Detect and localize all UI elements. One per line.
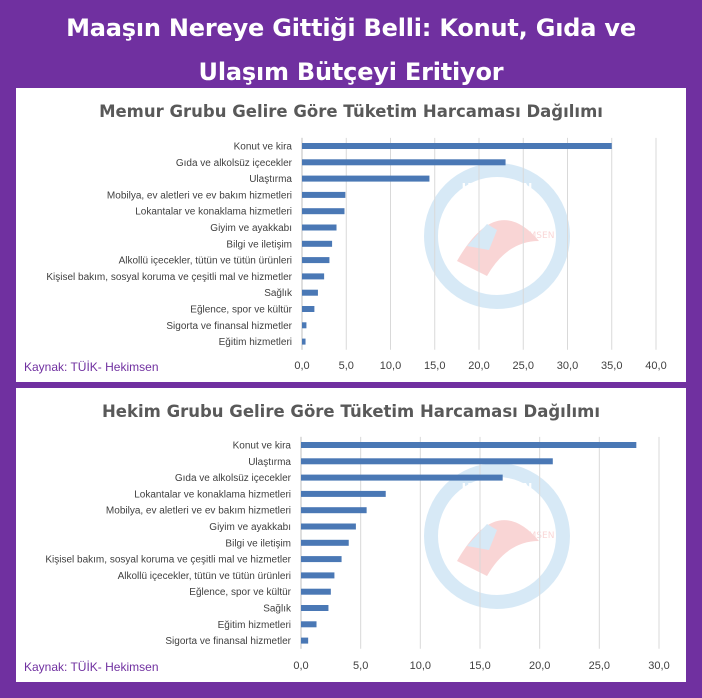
bar <box>301 540 349 546</box>
x-tick-label: 15,0 <box>469 660 491 672</box>
bar <box>301 589 331 595</box>
category-label: Konut ve kira <box>232 440 291 452</box>
x-tick-label: 25,0 <box>588 660 611 672</box>
watermark-crescent <box>457 520 539 576</box>
chart-title: Hekim Grubu Gelire Göre Tüketim Harcaması Dağılımı <box>102 402 600 421</box>
category-label: Sigorta ve finansal hizmetler <box>165 636 291 648</box>
category-label: Eğlence, spor ve kültür <box>190 304 292 316</box>
category-label: Lokantalar ve konaklama hizmetleri <box>134 489 291 501</box>
category-label: Gıda ve alkolsüz içecekler <box>175 157 292 169</box>
x-tick-label: 10,0 <box>379 360 402 372</box>
chart-hekim <box>16 388 686 682</box>
bar <box>302 306 314 312</box>
chart-memur <box>16 88 686 382</box>
bar <box>301 605 328 611</box>
x-tick-label: 0,0 <box>294 360 310 372</box>
bar <box>302 192 345 198</box>
watermark-year: 2019 <box>485 587 509 597</box>
watermark-crescent <box>457 220 539 276</box>
x-tick-label: 5,0 <box>338 360 354 372</box>
headline <box>0 6 702 94</box>
bar <box>302 225 337 231</box>
bar <box>301 638 308 644</box>
bar <box>301 507 367 513</box>
category-label: Konut ve kira <box>233 141 292 153</box>
x-tick-label: 35,0 <box>601 360 623 372</box>
category-label: Mobilya, ev aletleri ve ev bakım hizmetleri <box>105 505 291 517</box>
category-label: Mobilya, ev aletleri ve ev bakım hizmetleri <box>106 190 292 202</box>
bar <box>302 339 306 345</box>
source-note: Kaynak: TÜİK- Hekimsen <box>24 360 159 374</box>
bar <box>302 290 318 296</box>
bar <box>302 143 612 149</box>
category-label: Ulaştırma <box>249 174 292 186</box>
bar <box>301 442 636 448</box>
bar <box>301 621 317 627</box>
watermark-top-text: HEKİMSEN <box>461 481 533 495</box>
x-tick-label: 0,0 <box>293 660 309 672</box>
category-label: Bilgi ve iletişim <box>225 538 291 550</box>
bar <box>302 241 332 247</box>
watermark-logo <box>431 470 563 602</box>
category-label: Giyim ve ayakkabı <box>209 522 291 533</box>
x-tick-label: 40,0 <box>645 360 667 372</box>
watermark-mid-text: HEKİMSEN <box>507 531 555 541</box>
x-tick-label: 30,0 <box>648 660 670 672</box>
watermark-logo <box>431 170 563 302</box>
bar <box>301 524 356 530</box>
x-tick-label: 20,0 <box>468 360 490 372</box>
category-label: Eğitim hizmetleri <box>217 619 291 631</box>
category-label: Kişisel bakım, sosyal koruma ve çeşitli mal ve hizmetler <box>46 271 292 283</box>
category-label: Eğitim hizmetleri <box>218 337 292 349</box>
bar <box>302 208 344 214</box>
watermark-top-text: HEKİMSEN <box>461 181 533 195</box>
category-label: Gıda ve alkolsüz içecekler <box>174 473 291 485</box>
chart-title: Memur Grubu Gelire Göre Tüketim Harcaması Dağılımı <box>99 102 603 121</box>
x-tick-label: 20,0 <box>528 660 551 672</box>
bar <box>302 159 506 165</box>
bar <box>301 556 342 562</box>
category-label: Lokantalar ve konaklama hizmetleri <box>135 206 292 218</box>
watermark-year: 2019 <box>485 287 509 297</box>
category-label: Alkollü içecekler, tütün ve tütün ürünleri <box>117 570 291 582</box>
category-label: Sağlık <box>263 603 291 615</box>
bar <box>302 273 324 279</box>
category-label: Kişisel bakım, sosyal koruma ve çeşitli mal ve hizmetler <box>45 554 291 566</box>
bar <box>301 491 386 497</box>
bar <box>301 458 553 464</box>
x-tick-label: 10,0 <box>409 660 432 672</box>
headline-line-2: Ulaşım Bütçeyi Eritiyor <box>198 58 504 86</box>
bar <box>302 176 429 182</box>
category-label: Giyim ve ayakkabı <box>210 223 292 234</box>
chart-panel-memur <box>16 88 686 382</box>
watermark-mid-text: HEKİMSEN <box>507 231 555 241</box>
category-label: Sağlık <box>264 288 292 300</box>
x-tick-label: 30,0 <box>556 360 579 372</box>
bar <box>301 475 503 481</box>
category-label: Alkollü içecekler, tütün ve tütün ürünleri <box>118 255 292 267</box>
x-tick-label: 25,0 <box>512 360 534 372</box>
x-tick-label: 5,0 <box>353 660 369 672</box>
chart-panel-hekim <box>16 388 686 682</box>
category-label: Eğlence, spor ve kültür <box>189 587 291 599</box>
category-label: Bilgi ve iletişim <box>226 239 292 251</box>
x-tick-label: 15,0 <box>424 360 446 372</box>
bar <box>302 257 329 263</box>
source-note: Kaynak: TÜİK- Hekimsen <box>24 660 159 674</box>
category-label: Ulaştırma <box>248 456 291 468</box>
headline-line-1: Maaşın Nereye Gittiği Belli: Konut, Gıda ve <box>66 14 636 42</box>
category-label: Sigorta ve finansal hizmetler <box>166 320 292 332</box>
bar <box>301 572 334 578</box>
bar <box>302 322 306 328</box>
